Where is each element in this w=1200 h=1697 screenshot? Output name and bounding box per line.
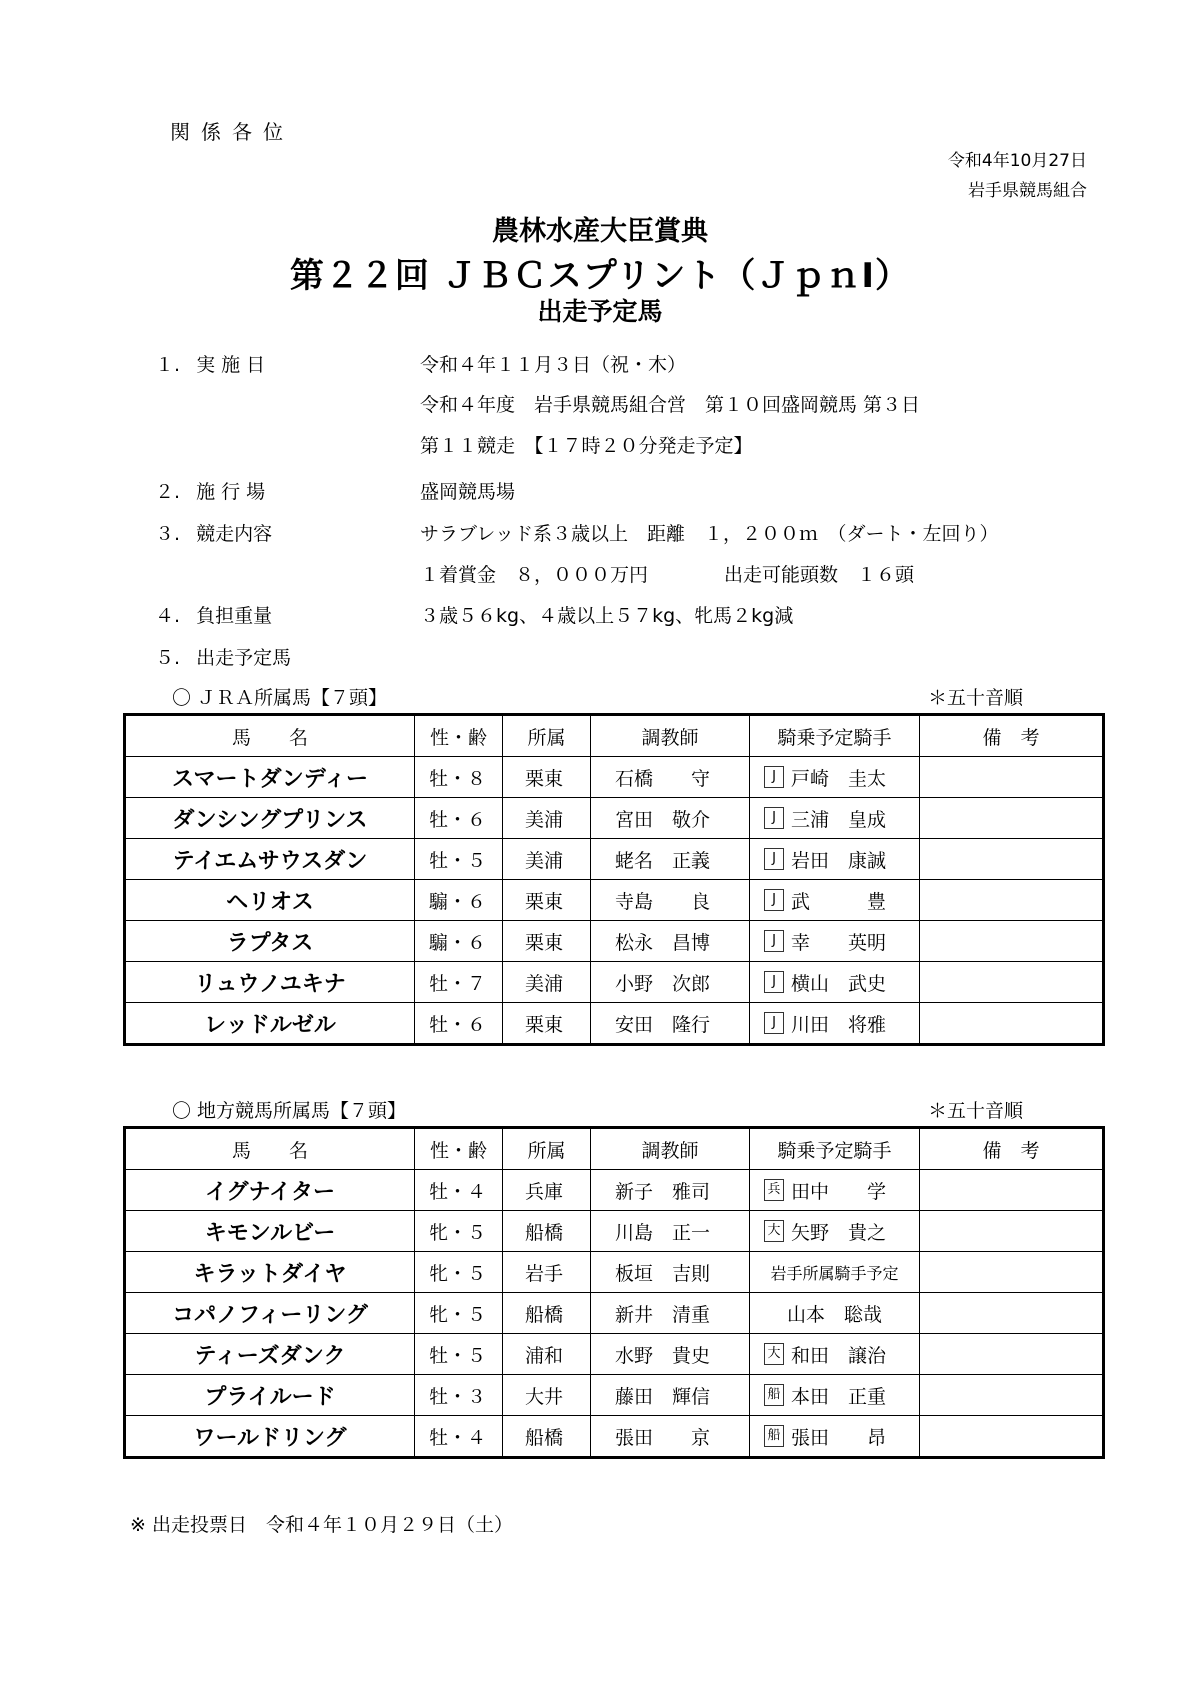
jra-table [123, 713, 1105, 1046]
footnote: ※ 出走投票日 令和４年１０月２９日（土） [130, 1514, 513, 1536]
jra-order-note: ＊五十音順 [928, 687, 1024, 709]
item-1-value: 令和４年１１月３日（祝・木） [420, 354, 687, 376]
jockey [750, 1334, 920, 1375]
remarks [920, 1416, 1104, 1458]
jockey [750, 1375, 920, 1416]
item-label-text: 実 施 日 [196, 354, 266, 376]
header-jockey: 騎乗予定騎手 [750, 1128, 920, 1170]
jockey [750, 880, 920, 921]
table-row [125, 962, 1104, 1003]
jockey [750, 962, 920, 1003]
table-row [125, 1416, 1104, 1458]
sex-age: 牡・５ [415, 1334, 503, 1375]
issue-date: 令和4年10月27日 [947, 151, 1087, 171]
funabashi-mark-icon: 船 [764, 1384, 784, 1406]
horse-name: ラプタス [125, 921, 415, 962]
jockey [750, 1416, 920, 1458]
item-2-label [155, 477, 265, 504]
item-number: ３. [155, 523, 181, 545]
table-row [125, 798, 1104, 839]
header-trainer: 調教師 [591, 715, 750, 757]
ooi-mark-icon: 大 [764, 1220, 784, 1242]
remarks [920, 880, 1104, 921]
jra-mark-icon: J [764, 807, 784, 829]
jra-mark-icon: J [764, 848, 784, 870]
item-5-label [155, 643, 291, 670]
jra-heading: 〇 ＪＲＡ所属馬【７頭】 [172, 687, 388, 709]
trainer: 水野 貴史 [591, 1334, 750, 1375]
header-horse-name: 馬 名 [125, 1128, 415, 1170]
trainer: 藤田 輝信 [591, 1375, 750, 1416]
stable: 大井 [503, 1375, 591, 1416]
jockey-name: 岩手所属騎手予定 [770, 1263, 899, 1283]
stable: 船橋 [503, 1416, 591, 1458]
remarks [920, 1252, 1104, 1293]
jockey-name: 幸 英明 [791, 931, 887, 954]
stable: 美浦 [503, 839, 591, 880]
item-number: ２. [155, 481, 181, 503]
sex-age: 牡・６ [415, 1003, 503, 1045]
table-row [125, 1375, 1104, 1416]
jockey-name: 戸崎 圭太 [791, 767, 887, 790]
jockey [750, 1293, 920, 1334]
header-stable: 所属 [503, 1128, 591, 1170]
remarks [920, 757, 1104, 798]
item-label-text: 施 行 場 [196, 481, 266, 503]
header-trainer: 調教師 [591, 1128, 750, 1170]
table-row [125, 1334, 1104, 1375]
trainer: 松永 昌博 [591, 921, 750, 962]
jockey-name: 張田 昂 [791, 1426, 887, 1449]
sex-age: 牡・６ [415, 798, 503, 839]
jockey-name: 横山 武史 [791, 972, 887, 995]
item-label-text: 出走予定馬 [196, 647, 292, 669]
horse-name: イグナイター [125, 1170, 415, 1211]
trainer: 安田 隆行 [591, 1003, 750, 1045]
local-order-note: ＊五十音順 [928, 1100, 1024, 1122]
remarks [920, 839, 1104, 880]
table-header-row [125, 715, 1104, 757]
title-subtitle: 出走予定馬 [537, 297, 663, 326]
sex-age: 牡・３ [415, 1375, 503, 1416]
table-row [125, 1170, 1104, 1211]
item-label-text: 負担重量 [196, 605, 273, 627]
stable: 栗東 [503, 1003, 591, 1045]
horse-name: テイエムサウスダン [125, 839, 415, 880]
trainer: 小野 次郎 [591, 962, 750, 1003]
item-4-label [155, 601, 272, 628]
remarks [920, 1170, 1104, 1211]
horse-name: ワールドリング [125, 1416, 415, 1458]
item-3-value: １着賞金 ８，０００万円 出走可能頭数 １６頭 [420, 564, 915, 586]
sex-age: 牡・７ [415, 962, 503, 1003]
item-number: ４. [155, 605, 181, 627]
jockey-name: 三浦 皇成 [791, 808, 887, 831]
table-row [125, 839, 1104, 880]
remarks [920, 1334, 1104, 1375]
horse-name: ダンシングプリンス [125, 798, 415, 839]
sex-age: 牝・５ [415, 1252, 503, 1293]
item-3-label [155, 519, 272, 546]
sex-age: 騸・６ [415, 921, 503, 962]
title-race: 第２２回 ＪＢＣスプリント（ＪｐｎⅠ） [289, 256, 911, 296]
remarks [920, 962, 1104, 1003]
header-sex-age: 性・齢 [415, 1128, 503, 1170]
header-jockey: 騎乗予定騎手 [750, 715, 920, 757]
stable: 兵庫 [503, 1170, 591, 1211]
header-stable: 所属 [503, 715, 591, 757]
item-label-text: 競走内容 [196, 523, 273, 545]
sex-age: 牡・４ [415, 1416, 503, 1458]
sex-age: 牝・５ [415, 1293, 503, 1334]
table-row [125, 757, 1104, 798]
jockey [750, 1003, 920, 1045]
sex-age: 騸・６ [415, 880, 503, 921]
sex-age: 牡・４ [415, 1170, 503, 1211]
jra-mark-icon: J [764, 930, 784, 952]
stable: 船橋 [503, 1293, 591, 1334]
header-horse-name: 馬 名 [125, 715, 415, 757]
local-heading: 〇 地方競馬所属馬【７頭】 [172, 1100, 407, 1122]
remarks [920, 1003, 1104, 1045]
trainer: 張田 京 [591, 1416, 750, 1458]
trainer: 新井 清重 [591, 1293, 750, 1334]
jockey-name: 山本 聡哉 [786, 1303, 882, 1326]
horse-name: スマートダンディー [125, 757, 415, 798]
trainer: 新子 雅司 [591, 1170, 750, 1211]
issuer: 岩手県競馬組合 [968, 181, 1087, 201]
jockey-name: 川田 将雅 [791, 1013, 887, 1036]
item-number: ５. [155, 647, 181, 669]
jockey-name: 矢野 貴之 [791, 1221, 887, 1244]
table-row [125, 880, 1104, 921]
jra-mark-icon: J [764, 889, 784, 911]
jockey-name: 武 豊 [791, 890, 887, 913]
header-remarks: 備 考 [920, 1128, 1104, 1170]
item-3-value: サラブレッド系３歳以上 距離 １，２００ｍ （ダート・左回り） [420, 523, 999, 545]
jockey-name: 岩田 康誠 [791, 849, 887, 872]
trainer: 板垣 吉則 [591, 1252, 750, 1293]
jockey-name: 田中 学 [791, 1180, 887, 1203]
remarks [920, 1211, 1104, 1252]
remarks [920, 798, 1104, 839]
table-header-row [125, 1128, 1104, 1170]
trainer: 寺島 良 [591, 880, 750, 921]
stable: 栗東 [503, 921, 591, 962]
local-table [123, 1126, 1105, 1459]
title-award: 農林水産大臣賞典 [492, 216, 708, 247]
remarks [920, 921, 1104, 962]
stable: 美浦 [503, 962, 591, 1003]
jockey [750, 757, 920, 798]
stable: 栗東 [503, 880, 591, 921]
trainer: 石橋 守 [591, 757, 750, 798]
funabashi-mark-icon: 船 [764, 1425, 784, 1447]
header-remarks: 備 考 [920, 715, 1104, 757]
sex-age: 牡・８ [415, 757, 503, 798]
horse-name: コパノフィーリング [125, 1293, 415, 1334]
jockey-name: 本田 正重 [791, 1385, 887, 1408]
table-row [125, 1211, 1104, 1252]
table-row [125, 1252, 1104, 1293]
stable: 栗東 [503, 757, 591, 798]
remarks [920, 1293, 1104, 1334]
horse-name: キラットダイヤ [125, 1252, 415, 1293]
item-1-value: 令和４年度 岩手県競馬組合営 第１０回盛岡競馬 第３日 [420, 394, 921, 416]
jockey [750, 798, 920, 839]
table-row [125, 1003, 1104, 1045]
stable: 美浦 [503, 798, 591, 839]
table-row [125, 1293, 1104, 1334]
horse-name: リュウノユキナ [125, 962, 415, 1003]
item-1-label [155, 350, 265, 377]
sex-age: 牡・５ [415, 839, 503, 880]
jockey [750, 1252, 920, 1293]
jra-mark-icon: J [764, 766, 784, 788]
item-4-value: ３歳５６kg、４歳以上５７kg、牝馬２kg減 [420, 605, 794, 627]
addressee: 関係各位 [170, 120, 294, 144]
jockey [750, 1211, 920, 1252]
horse-name: プライルード [125, 1375, 415, 1416]
horse-name: レッドルゼル [125, 1003, 415, 1045]
horse-name: ヘリオス [125, 880, 415, 921]
jockey [750, 839, 920, 880]
ooi-mark-icon: 大 [764, 1343, 784, 1365]
jockey-name: 和田 譲治 [791, 1344, 887, 1367]
issue-block [948, 146, 1087, 206]
stable: 岩手 [503, 1252, 591, 1293]
header-sex-age: 性・齢 [415, 715, 503, 757]
item-number: １. [155, 354, 181, 376]
item-1-value: 第１１競走 【１７時２０分発走予定】 [420, 435, 753, 457]
trainer: 蛯名 正義 [591, 839, 750, 880]
sex-age: 牝・５ [415, 1211, 503, 1252]
horse-name: キモンルビー [125, 1211, 415, 1252]
jockey [750, 1170, 920, 1211]
stable: 浦和 [503, 1334, 591, 1375]
trainer: 川島 正一 [591, 1211, 750, 1252]
jra-mark-icon: J [764, 1012, 784, 1034]
jra-mark-icon: J [764, 971, 784, 993]
item-2-value: 盛岡競馬場 [420, 481, 516, 503]
table-row [125, 921, 1104, 962]
stable: 船橋 [503, 1211, 591, 1252]
trainer: 宮田 敬介 [591, 798, 750, 839]
jockey [750, 921, 920, 962]
hyogo-mark-icon: 兵 [764, 1179, 784, 1201]
remarks [920, 1375, 1104, 1416]
horse-name: ティーズダンク [125, 1334, 415, 1375]
